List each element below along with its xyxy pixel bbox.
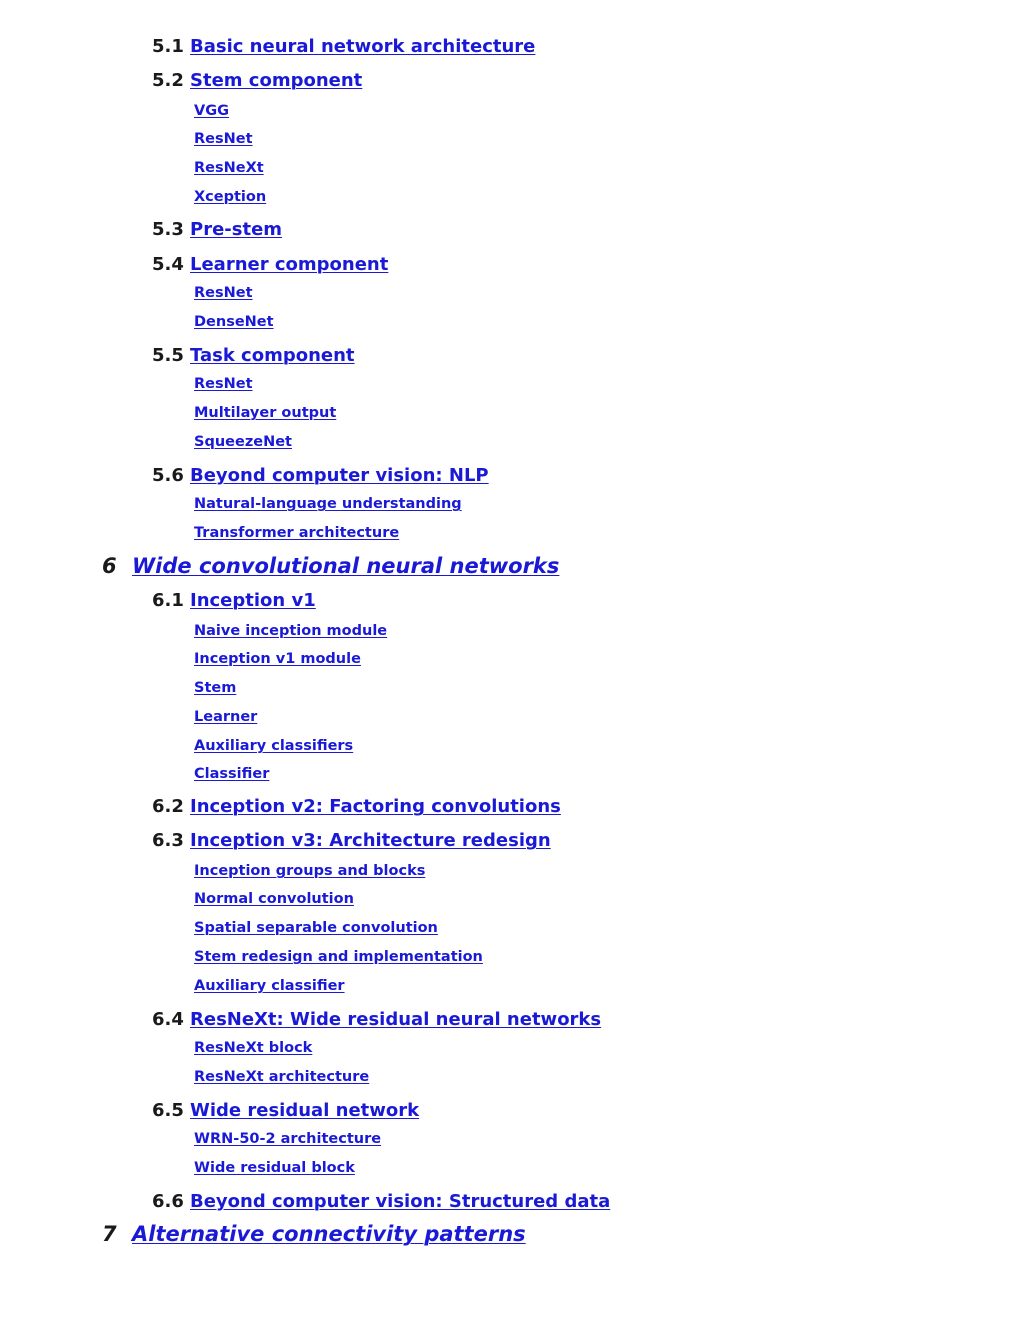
toc-section-inception-v1 [152,592,316,610]
toc-sub-resnet [194,132,253,147]
toc-link-basic-neural-network-architecture[interactable]: Basic neural network architecture [190,36,536,57]
toc-link-resnext-wide-residual-neural-networks[interactable]: ResNeXt: Wide residual neural networks [190,1009,602,1030]
toc-link-stem-component[interactable]: Stem component [190,70,363,91]
toc-section-stem-component [152,72,362,90]
toc-link-inception-v3-architecture-redesign[interactable]: Inception v3: Architecture redesign [190,830,551,851]
toc-number: 6.6 [152,1191,184,1212]
toc-sub-vgg [194,104,229,119]
toc-link-vgg[interactable]: VGG [194,103,230,119]
toc-sub-naive-inception-module [194,624,387,639]
toc-number: 5.4 [152,254,184,275]
toc-sub-normal-convolution [194,892,354,907]
toc-sub-resnet [194,377,253,392]
toc-sub-resnext-architecture [194,1070,369,1085]
toc-chapter-alternative-connectivity-patterns [102,1224,526,1245]
toc-link-beyond-computer-vision-nlp[interactable]: Beyond computer vision: NLP [190,465,489,486]
toc-number: 5.2 [152,70,184,91]
toc-link-inception-v2-factoring-convolutions[interactable]: Inception v2: Factoring convolutions [190,796,561,817]
toc-link-multilayer-output[interactable]: Multilayer output [194,405,337,421]
toc-section-learner-component [152,256,388,274]
toc-sub-stem-redesign-and-implementation [194,950,483,965]
toc-link-learner[interactable]: Learner [194,709,258,725]
toc-link-resnet[interactable]: ResNet [194,376,253,392]
toc-link-inception-groups-and-blocks[interactable]: Inception groups and blocks [194,863,426,879]
toc-link-xception[interactable]: Xception [194,189,267,205]
toc-sub-natural-language-understanding [194,497,462,512]
toc-link-alternative-connectivity-patterns[interactable]: Alternative connectivity patterns [132,1222,526,1246]
toc-sub-wrn-50-2-architecture [194,1132,381,1147]
toc-sub-inception-v1-module [194,652,361,667]
toc-section-beyond-computer-vision-nlp [152,467,489,485]
toc-link-resnext-architecture[interactable]: ResNeXt architecture [194,1069,370,1085]
toc-number: 6.4 [152,1009,184,1030]
toc-link-naive-inception-module[interactable]: Naive inception module [194,623,388,639]
toc-sub-transformer-architecture [194,526,399,541]
toc-sub-densenet [194,315,274,330]
toc-section-basic-neural-network-architecture [152,38,535,56]
toc-sub-squeezenet [194,435,292,450]
toc-number: 5.3 [152,219,184,240]
toc-link-classifier[interactable]: Classifier [194,766,270,782]
toc-section-beyond-computer-vision-structured-data [152,1193,610,1211]
toc-link-wide-residual-network[interactable]: Wide residual network [190,1100,420,1121]
toc-link-resnext[interactable]: ResNeXt [194,160,264,176]
toc-sub-resnext-block [194,1041,312,1056]
toc-section-pre-stem [152,221,282,239]
toc-chapter-wide-convolutional-neural-networks [102,556,559,577]
toc-link-wrn-50-2-architecture[interactable]: WRN-50-2 architecture [194,1131,382,1147]
toc-number: 5.1 [152,36,184,57]
toc-link-wide-residual-block[interactable]: Wide residual block [194,1160,355,1176]
toc-sub-wide-residual-block [194,1161,355,1176]
toc-link-task-component[interactable]: Task component [190,345,355,366]
toc-link-normal-convolution[interactable]: Normal convolution [194,891,354,907]
toc-number: 6.5 [152,1100,184,1121]
toc-sub-spatial-separable-convolution [194,921,438,936]
toc-section-inception-v3-architecture-redesign [152,832,551,850]
toc-sub-learner [194,710,257,725]
toc-link-stem-redesign-and-implementation[interactable]: Stem redesign and implementation [194,949,483,965]
toc-sub-classifier [194,767,269,782]
toc-link-wide-convolutional-neural-networks[interactable]: Wide convolutional neural networks [132,554,560,578]
toc-link-spatial-separable-convolution[interactable]: Spatial separable convolution [194,920,438,936]
toc-link-resnext-block[interactable]: ResNeXt block [194,1040,313,1056]
toc-link-densenet[interactable]: DenseNet [194,314,274,330]
toc-link-pre-stem[interactable]: Pre-stem [190,219,283,240]
toc-number: 6.3 [152,830,184,851]
toc-link-beyond-computer-vision-structured-data[interactable]: Beyond computer vision: Structured data [190,1191,611,1212]
toc-number: 6 [102,554,117,578]
toc-link-resnet[interactable]: ResNet [194,285,253,301]
toc-link-inception-v1[interactable]: Inception v1 [190,590,316,611]
toc-sub-resnext [194,161,264,176]
toc-link-auxiliary-classifiers[interactable]: Auxiliary classifiers [194,738,354,754]
toc-section-wide-residual-network [152,1102,419,1120]
toc-link-learner-component[interactable]: Learner component [190,254,389,275]
toc-number: 5.5 [152,345,184,366]
toc-sub-inception-groups-and-blocks [194,864,425,879]
toc-link-resnet[interactable]: ResNet [194,131,253,147]
toc-sub-auxiliary-classifier [194,979,345,994]
toc-sub-auxiliary-classifiers [194,739,353,754]
toc-number: 6.2 [152,796,184,817]
toc-sub-xception [194,190,266,205]
toc-link-squeezenet[interactable]: SqueezeNet [194,434,292,450]
toc-link-transformer-architecture[interactable]: Transformer architecture [194,525,400,541]
toc-sub-stem [194,681,236,696]
toc-number: 5.6 [152,465,184,486]
toc-link-stem[interactable]: Stem [194,680,237,696]
toc-number: 6.1 [152,590,184,611]
toc-link-natural-language-understanding[interactable]: Natural-language understanding [194,496,462,512]
toc-number: 7 [102,1222,117,1246]
toc-section-inception-v2-factoring-convolutions [152,798,561,816]
toc-link-inception-v1-module[interactable]: Inception v1 module [194,651,361,667]
toc-sub-resnet [194,286,253,301]
toc-link-auxiliary-classifier[interactable]: Auxiliary classifier [194,978,345,994]
toc-section-resnext-wide-residual-neural-networks [152,1011,601,1029]
toc-sub-multilayer-output [194,406,336,421]
toc-section-task-component [152,347,355,365]
